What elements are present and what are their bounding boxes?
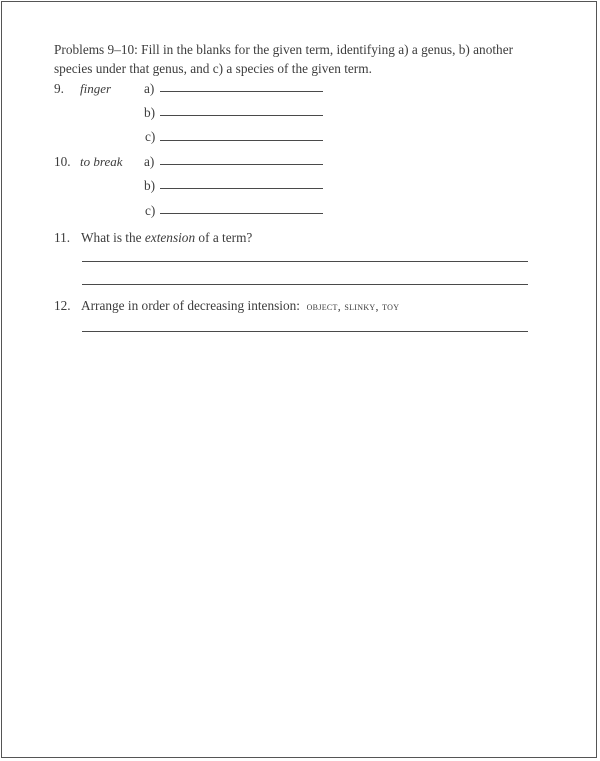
problem-11-answer-line-2[interactable] [82,284,528,285]
problem-10-term: to break [80,154,123,169]
problem-11-question [81,230,252,246]
instructions: Problems 9–10: Fill in the blanks for the given term, identifying a) a genus, b) another species under that genus, and c) a species of the given term. [54,42,514,76]
problem-9-part-b-blank[interactable] [160,115,323,116]
problem-9-term: finger [80,81,112,96]
problem-9-part-a-label: a) [144,81,155,96]
problem-9-number: 9. [54,81,64,96]
problem-12-text: Arrange in order of decreasing intension: [81,298,300,313]
problem-10-part-a-label: a) [144,154,155,169]
problem-12-number: 12. [54,298,71,313]
problem-9-part-a-blank[interactable] [160,91,323,92]
problem-12-question [81,298,399,314]
problem-9-part-b-label: b) [144,105,156,120]
problem-10-part-a-blank[interactable] [160,164,323,165]
problem-12-terms: object, slinky, toy [306,299,400,313]
problem-10-part-c-label: c) [145,203,156,218]
problem-11-number: 11. [54,230,71,245]
problem-10-part-c-blank[interactable] [160,213,323,214]
problem-11-text-before: What is the [81,230,145,245]
problem-11-italic-term: extension [144,230,196,245]
problem-10-part-b-blank[interactable] [160,188,323,189]
problem-12-answer-line[interactable] [82,331,528,332]
problem-11-text-after: of a term? [195,230,253,245]
problem-10-part-b-label: b) [144,178,156,193]
problem-9-part-c-blank[interactable] [160,140,323,141]
problem-10-number: 10. [54,154,71,169]
problem-9-part-c-label: c) [145,129,156,144]
problem-11-answer-line-1[interactable] [82,261,528,262]
